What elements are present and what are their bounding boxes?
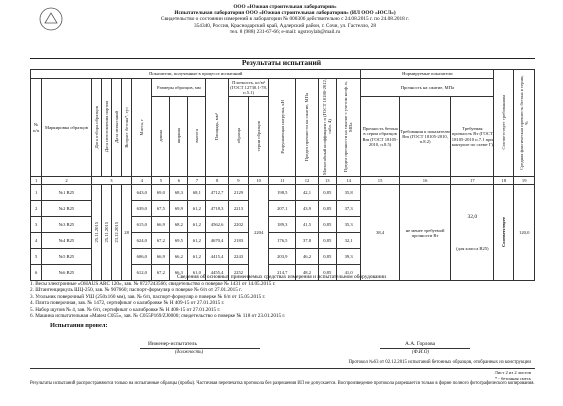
col-sampling-date-header: Дата отбора образцов	[91, 79, 101, 177]
header-contacts: тел. 8 (988) 231-67-66; e-mail: ugstroylab@mail.ru	[229, 28, 341, 35]
document-header	[120, 4, 450, 35]
header-certificate: Свидетельство о состоянии измерений в лаборатории № 000306 действительно с 24.08.2015 г. по 24.08.2018 г.	[160, 16, 410, 23]
test-date-cell: 23.12.2015	[111, 185, 121, 281]
signoff-name: А.А. Горлова	[405, 341, 436, 347]
rt-cell	[451, 185, 494, 281]
col-test-date-header: Дата испытаний	[111, 79, 121, 177]
col-area-header: Площадь, мм²	[206, 79, 228, 177]
col-production-date-header: Дата изготовления партии	[101, 79, 111, 177]
conformity-cell: Соответствует	[494, 185, 514, 281]
col-density-header: Плотность, кг/м³ (ГОСТ 12730.1-78, п.5.1)	[230, 79, 267, 96]
footnote: Результаты испытаний распространяются только на испытанные образцы (пробы). Частичная перепечатка протокола без разрешения ИЛ не допускается. Воспроизведение протокола разрешается только в форме полного фотографического копирования.	[30, 381, 535, 386]
protocol-number: Протокол №63 от 02.12.2015 испытаний бетонных образцов, отобранных из конструкции	[348, 360, 531, 365]
list-item: 4. Плита поверочная, зав. № 1472, сертификат о калибровке № Н 409-15 от 27.01.2015 г.	[30, 300, 225, 307]
col-req-header: Требования к показателю Rm (ГОСТ 18105-2010, п.8.2)	[399, 97, 451, 177]
signoff-title: Испытания провел:	[50, 322, 108, 329]
signature-line	[140, 348, 260, 349]
col-age-header: Возраст бетона*, сут	[122, 79, 132, 177]
page-number: Лист 2 из 2 листов	[494, 370, 531, 375]
col-mark-header: Маркировка образцов	[42, 79, 91, 177]
col-dims-header: Размеры образцов, мм	[152, 79, 206, 97]
req-text-cell: не менее требуемой прочности Rт	[399, 185, 451, 281]
name-line	[380, 348, 470, 349]
col-height-header: высота	[188, 97, 206, 177]
col-mass-header: Масса, г	[132, 79, 152, 177]
rm-value-cell: 38,4	[361, 185, 399, 281]
col-series-density-header: серии образцов	[249, 97, 269, 177]
group-header-norms: Нормируемые показатели	[361, 70, 494, 79]
age-cell: 28	[122, 185, 132, 281]
signoff-role: Инженер-испытатель	[148, 341, 197, 347]
table-row: 4 №4 В25 624,0 67,2 69,5 61,2 4670,4 2183 176,5 37,8 0,85 32,1	[31, 233, 535, 249]
results-table	[30, 69, 535, 281]
series-density-cell: 2204	[249, 185, 269, 281]
equipment-title: Сведения об основных применяемых средствах измерения и испытательном оборудовании	[176, 274, 387, 280]
group-header-indicators: Показатели, полученные в процессе испытаний	[31, 70, 361, 79]
footer-divider	[30, 368, 535, 369]
col-sample-density-header: образца	[228, 97, 248, 177]
header-org: ООО «Южная строительная лаборатория»	[233, 4, 337, 10]
table-row: 2 №2 В25 639,0 67,5 69,9 61,2 4718,3 2213 207,1 43,9 0,85 37,3	[31, 201, 535, 217]
col-conformity-header: Соответствует требованиям	[494, 70, 514, 177]
rt-value: 32,0	[467, 213, 478, 220]
list-item: 2. Штангенциркуль ШЦ-250, зав. № 907660; паспорт-формуляр о поверке № 6/п от 27.01.2015 г.	[30, 287, 242, 294]
list-item: 6. Машина испытательная «Matest C055», зав. № C055P169/ZJ0000; свидетельство о поверке № 118 от 23.01.2015 г.	[30, 313, 286, 320]
col-width-header: ширина	[170, 97, 188, 177]
column-numbers-row: 1 2 3 4 5 6 7 8 9 10 11 12 13 14 15 16 17 18 19	[31, 177, 535, 185]
sampling-date-cell: 25.11.2015	[91, 185, 101, 281]
percent-cell: 120,0	[514, 185, 535, 281]
production-date-cell: 25.11.2015	[101, 185, 111, 281]
equipment-list	[30, 281, 535, 319]
lab-logo-icon	[38, 6, 64, 32]
col-length-header: длина	[152, 97, 170, 177]
page-title: Результаты испытаний	[241, 58, 322, 67]
table-row: 1 №1 В25 25.11.2015 25.11.2015 23.12.2015 28 643,0 69,0 68,3 68,1 4712,7 2129 2204 198,5 42,1 0,85 35,8 38,4 не менее требуемой прочности Rт 32,0 (для класса В25) Соответствует 120,0	[31, 185, 535, 201]
col-actual-header: Прочность бетона в серии образцов Rm (ГОСТ 18105-2010, п.8.5)	[361, 97, 399, 177]
col-scale-header: Масштабный коэффициент α (ГОСТ 10180-2012, табл. 4)	[318, 79, 336, 177]
signoff-role-caption: (должность)	[175, 350, 204, 355]
col-load-header: Разрушающая нагрузка, кН	[269, 79, 296, 177]
list-item: 3. Угольник поверочный УШ (250х160 мм), зав. № 6/п, паспорт-формуляр о поверке № 6/п от 15.05.2015 г.	[30, 293, 266, 300]
col-strength-header: Предел прочности на сжатие, МПа	[296, 79, 318, 177]
table-row: 6 №6 В25 612,0 67,2 66,3 61,0 4455,4 2252 214,7 48,2 0,85 41,0	[31, 265, 535, 281]
col-strength-base-header: Предел прочности на сжатие с учетом коэф. α, МПа	[336, 79, 361, 177]
signoff-name-caption: (Ф.И.О)	[412, 350, 430, 355]
list-item: 5. Набор щупов № 4, зав. № 6/п, сертификат о калибровке № Н 408-15 от 27.01.2015 г.	[30, 306, 221, 313]
col-number-header: № п/п	[31, 79, 42, 177]
col-compressive-header: Прочность на сжатие, МПа	[361, 79, 494, 97]
concrete-note: * - бетонная смесь	[494, 376, 531, 381]
header-address: 354340, Россия, Краснодарский край, Адлерский район, г. Сочи, ул. Гастелло, 28	[194, 22, 376, 29]
table-row: 3 №3 В25 615,0 66,9 68,2 61,2 4562,6 2202 189,3 41,5 0,85 35,3	[31, 217, 535, 233]
col-req-strength-header: Требуемая прочность Rт (ГОСТ 18105-2010 п.7.1 при контроле по схеме Г)	[451, 97, 494, 177]
table-row: 5 №5 В25 606,0 66,9 66,2 61,2 4415,4 2243 203,9 46,2 0,85 39,3	[31, 249, 535, 265]
rt-note: (для класса В25)	[456, 245, 489, 251]
list-item: 1. Весы электронные «OHAUS ARC 120», зав. № 8727243566; свидетельство о поверке № 1431 от 14.05.2015 г.	[30, 281, 276, 287]
header-lab: Испытательная лаборатория ООО «Южная строительная лаборатория» (ИЛ ООО «ЮСЛ»)	[174, 10, 396, 17]
col-percent-header: Средняя фактическая прочность бетона в серии, %	[514, 70, 535, 177]
